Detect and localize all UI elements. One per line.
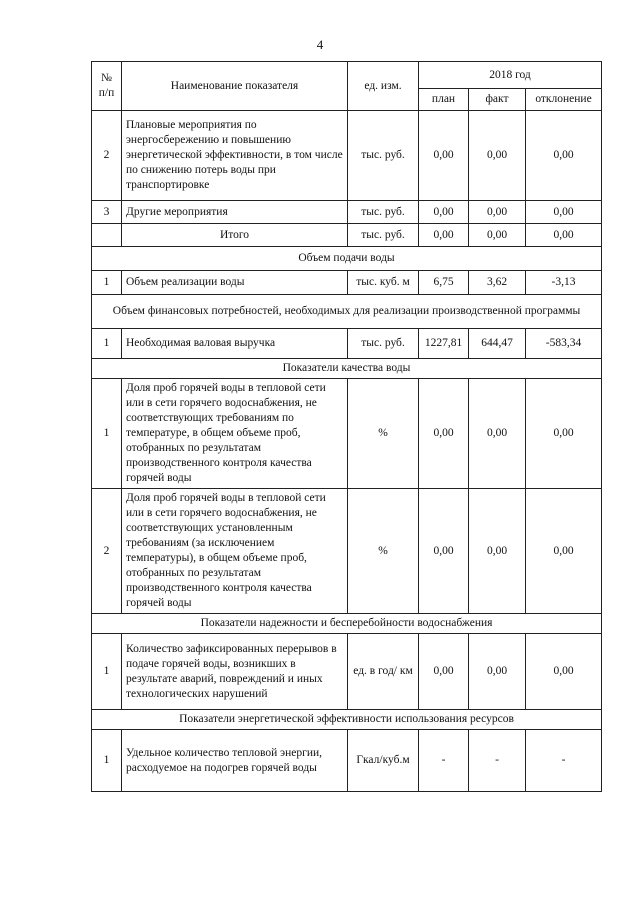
header-plan: план xyxy=(419,89,469,111)
plan-value: 6,75 xyxy=(419,271,469,295)
header-year: 2018 год xyxy=(419,62,602,89)
indicator-name: Итого xyxy=(122,224,348,247)
indicator-name: Плановые мероприятия по энергосбережению и повышению энергетической эффективности, в том числе по снижению потерь воды при транспортировке xyxy=(122,111,348,201)
section-title: Показатели энергетической эффективности использования ресурсов xyxy=(92,710,602,730)
deviation-value: - xyxy=(526,730,602,792)
row-number xyxy=(92,224,122,247)
section-row xyxy=(92,614,602,634)
fact-value: 3,62 xyxy=(469,271,526,295)
row-number: 1 xyxy=(92,271,122,295)
row-number: 1 xyxy=(92,730,122,792)
fact-value: 0,00 xyxy=(469,379,526,489)
indicator-name: Другие мероприятия xyxy=(122,201,348,224)
deviation-value: -3,13 xyxy=(526,271,602,295)
table-row xyxy=(92,730,602,792)
indicator-name: Необходимая валовая выручка xyxy=(122,329,348,359)
deviation-value: 0,00 xyxy=(526,224,602,247)
fact-value: 0,00 xyxy=(469,201,526,224)
unit-cell: тыс. руб. xyxy=(348,329,419,359)
header-name: Наименование показателя xyxy=(122,62,348,111)
deviation-value: -583,34 xyxy=(526,329,602,359)
plan-value: 0,00 xyxy=(419,379,469,489)
fact-value: 0,00 xyxy=(469,111,526,201)
fact-value: 0,00 xyxy=(469,634,526,710)
unit-cell: тыс. руб. xyxy=(348,201,419,224)
plan-value: 0,00 xyxy=(419,489,469,614)
unit-cell: тыс. руб. xyxy=(348,224,419,247)
row-number: 2 xyxy=(92,489,122,614)
indicator-name: Доля проб горячей воды в тепловой сети или в сети горячего водоснабжения, не соответствующих требованиям по температуре, в общем объеме проб, отобранных по результатам производственного контроля качества горячей воды xyxy=(122,379,348,489)
fact-value: 644,47 xyxy=(469,329,526,359)
table-row xyxy=(92,329,602,359)
plan-value: 0,00 xyxy=(419,634,469,710)
unit-cell: тыс. куб. м xyxy=(348,271,419,295)
section-title: Показатели надежности и бесперебойности водоснабжения xyxy=(92,614,602,634)
table-row xyxy=(92,634,602,710)
fact-value: - xyxy=(469,730,526,792)
plan-value: 1227,81 xyxy=(419,329,469,359)
unit-cell: тыс. руб. xyxy=(348,111,419,201)
plan-value: 0,00 xyxy=(419,111,469,201)
table-row xyxy=(92,489,602,614)
section-row xyxy=(92,359,602,379)
deviation-value: 0,00 xyxy=(526,201,602,224)
section-row xyxy=(92,295,602,329)
section-row xyxy=(92,247,602,271)
indicator-name: Количество зафиксированных перерывов в подаче горячей воды, возникших в результате аварий, повреждений и иных технологических нарушений xyxy=(122,634,348,710)
total-row xyxy=(92,224,602,247)
indicator-name: Объем реализации воды xyxy=(122,271,348,295)
row-number: 3 xyxy=(92,201,122,224)
row-number: 1 xyxy=(92,634,122,710)
plan-value: 0,00 xyxy=(419,224,469,247)
indicator-name: Доля проб горячей воды в тепловой сети или в сети горячего водоснабжения, не соответствующих установленным требованиям (за исключением температуры), в общем объеме проб, отобранных по результатам производственного контроля качества горячей воды xyxy=(122,489,348,614)
indicators-table xyxy=(91,61,602,792)
deviation-value: 0,00 xyxy=(526,111,602,201)
header-deviation: отклонение xyxy=(526,89,602,111)
row-number: 2 xyxy=(92,111,122,201)
section-title: Показатели качества воды xyxy=(92,359,602,379)
page-number: 4 xyxy=(316,37,324,52)
indicator-name: Удельное количество тепловой энергии, расходуемое на подогрев горячей воды xyxy=(122,730,348,792)
row-number: 1 xyxy=(92,329,122,359)
unit-cell: % xyxy=(348,489,419,614)
row-number: 1 xyxy=(92,379,122,489)
section-row xyxy=(92,710,602,730)
fact-value: 0,00 xyxy=(469,489,526,614)
section-title: Объем подачи воды xyxy=(92,247,602,271)
section-title: Объем финансовых потребностей, необходимых для реализации производственной программы xyxy=(92,295,602,329)
header-unit: ед. изм. xyxy=(348,62,419,111)
unit-cell: Гкал/куб.м xyxy=(348,730,419,792)
plan-value: 0,00 xyxy=(419,201,469,224)
unit-cell: ед. в год/ км xyxy=(348,634,419,710)
header-fact: факт xyxy=(469,89,526,111)
deviation-value: 0,00 xyxy=(526,379,602,489)
unit-cell: % xyxy=(348,379,419,489)
table-row xyxy=(92,271,602,295)
table-row xyxy=(92,201,602,224)
header-num: № п/п xyxy=(92,62,122,111)
table-row xyxy=(92,379,602,489)
plan-value: - xyxy=(419,730,469,792)
deviation-value: 0,00 xyxy=(526,634,602,710)
table-row xyxy=(92,111,602,201)
fact-value: 0,00 xyxy=(469,224,526,247)
deviation-value: 0,00 xyxy=(526,489,602,614)
